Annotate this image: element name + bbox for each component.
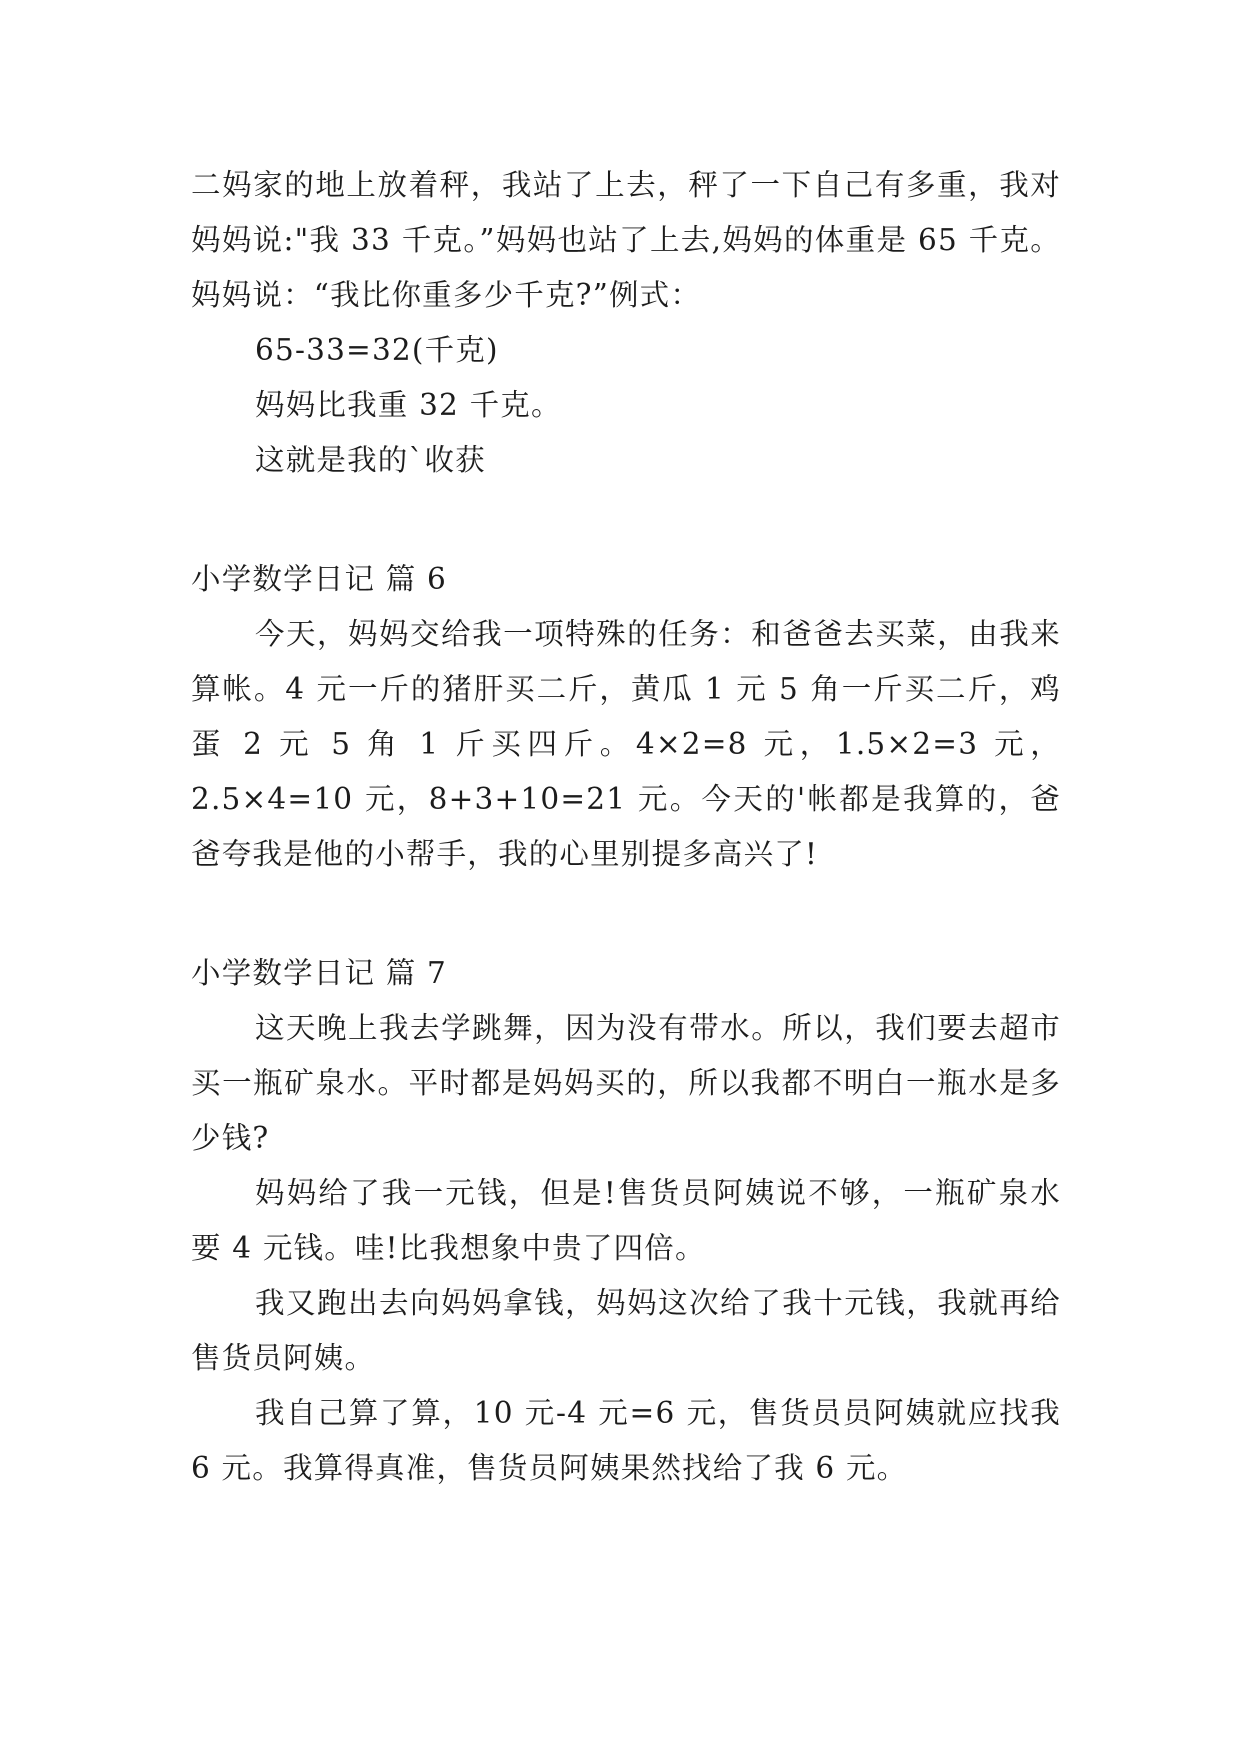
section-heading: 小学数学日记 篇 6	[191, 562, 448, 596]
section-spacer	[191, 882, 1061, 946]
paragraph: 这就是我的`收获	[255, 443, 486, 477]
paragraph: 妈妈给了我一元钱，但是!售货员阿姨说不够，一瓶矿泉水要 4 元钱。哇!比我想象中贵了四倍。	[191, 1176, 1061, 1265]
section-heading: 小学数学日记 篇 7	[191, 956, 448, 990]
paragraph: 这天晚上我去学跳舞，因为没有带水。所以，我们要去超市买一瓶矿泉水。平时都是妈妈买的，所以我都不明白一瓶水是多少钱?	[191, 1011, 1061, 1155]
paragraph: 妈妈比我重 32 千克。	[255, 388, 562, 422]
paragraph: 今天，妈妈交给我一项特殊的任务：和爸爸去买菜，由我来算帐。4 元一斤的猪肝买二斤，黄瓜 1 元 5 角一斤买二斤，鸡蛋 2 元 5 角 1 斤买四斤。4×2=8 元，1.5×2=3 元，2.5×4=10 元，8+3+10=21 元。今天的'帐都是我算的，爸爸夸我是他的小帮手，我的心里别提多高兴了!	[191, 617, 1061, 871]
paragraph: 65-33=32(千克)	[255, 333, 499, 367]
paragraph: 我又跑出去向妈妈拿钱，妈妈这次给了我十元钱，我就再给售货员阿姨。	[191, 1286, 1061, 1375]
paragraph: 我自己算了算，10 元-4 元=6 元，售货员员阿姨就应找我 6 元。我算得真准，售货员阿姨果然找给了我 6 元。	[191, 1396, 1061, 1485]
section-spacer	[191, 488, 1061, 552]
paragraph: 二妈家的地上放着秤，我站了上去，秤了一下自己有多重，我对妈妈说:"我 33 千克。”妈妈也站了上去,妈妈的体重是 65 千克。妈妈说：“我比你重多少千克?”例式：	[191, 168, 1061, 312]
document-page	[191, 158, 1061, 1496]
